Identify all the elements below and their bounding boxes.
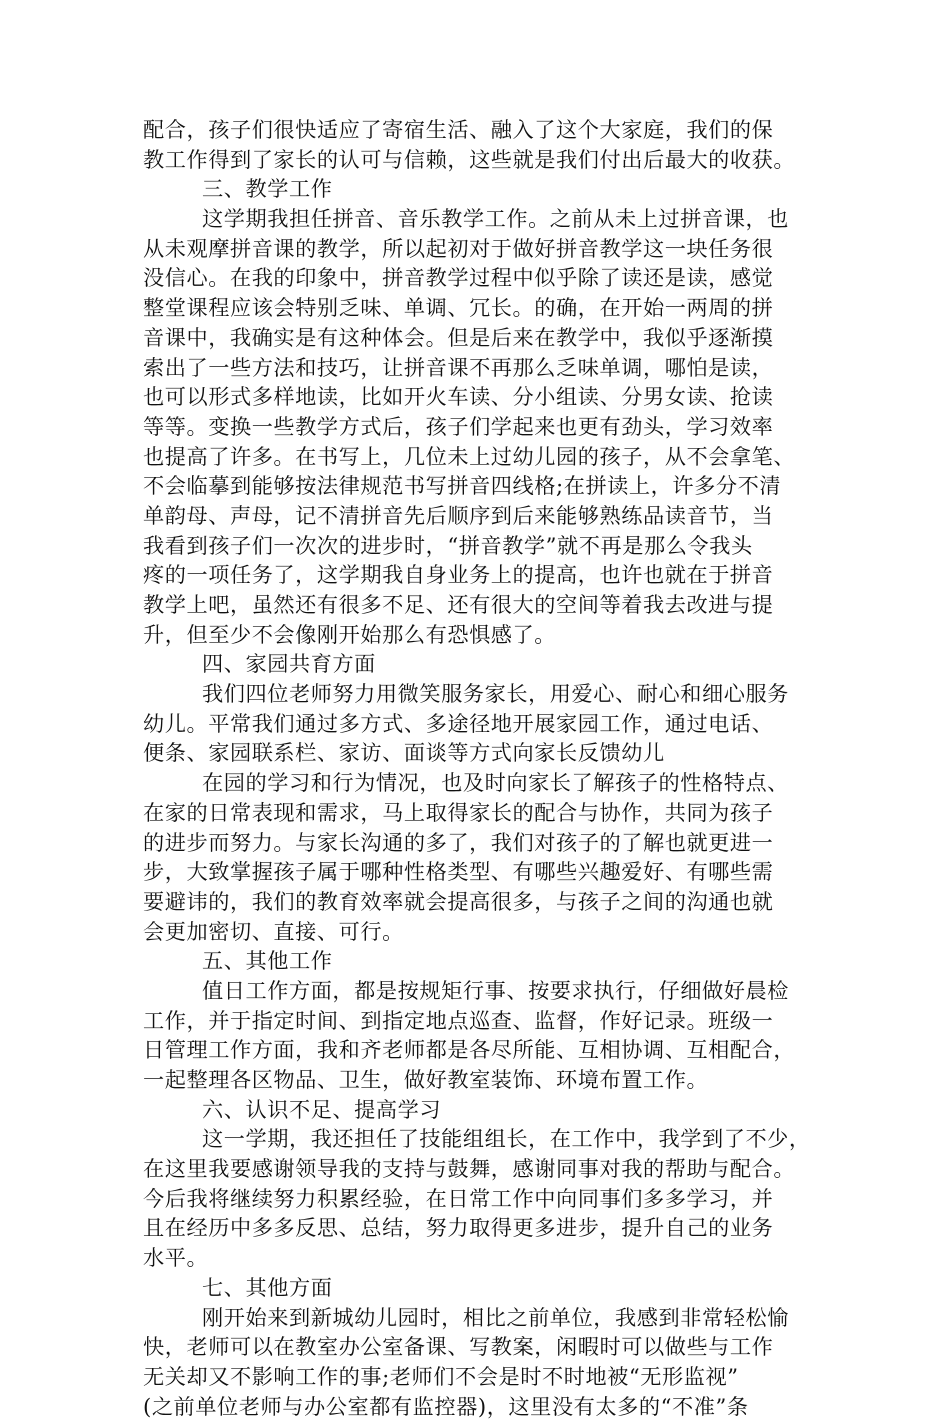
paragraph-line: 疼的一项任务了，这学期我自身业务上的提高，也许也就在于拼音	[143, 562, 774, 588]
paragraph-line-indented: 五、其他工作	[202, 948, 333, 974]
paragraph-line: 水平。	[143, 1245, 209, 1271]
paragraph-line-indented: 四、家园共育方面	[202, 651, 376, 677]
paragraph-line: (之前单位老师与办公室都有监控器)，这里没有太多的“不准”条	[143, 1393, 749, 1419]
paragraph-line: 也可以形式多样地读，比如开火车读、分小组读、分男女读、抢读	[143, 384, 774, 410]
paragraph-line: 工作，并于指定时间、到指定地点巡查、监督，作好记录。班级一	[143, 1007, 774, 1033]
paragraph-line: 的进步而努力。与家长沟通的多了，我们对孩子的了解也就更进一	[143, 829, 774, 855]
paragraph-line: 今后我将继续努力积累经验，在日常工作中向同事们多多学习，并	[143, 1185, 774, 1211]
paragraph-line: 升，但至少不会像刚开始那么有恐惧感了。	[143, 621, 557, 647]
paragraph-line: 且在经历中多多反思、总结，努力取得更多进步，提升自己的业务	[143, 1215, 774, 1241]
paragraph-line-indented: 我们四位老师努力用微笑服务家长，用爱心、耐心和细心服务	[202, 681, 789, 707]
paragraph-line-indented: 值日工作方面，都是按规矩行事、按要求执行，仔细做好晨检	[202, 977, 789, 1003]
paragraph-line: 索出了一些方法和技巧，让拼音课不再那么乏味单调，哪怕是读，	[143, 354, 774, 380]
paragraph-line: 从未观摩拼音课的教学，所以起初对于做好拼音教学这一块任务很	[143, 235, 774, 261]
paragraph-line-indented: 这学期我担任拼音、音乐教学工作。之前从未上过拼音课，也	[202, 206, 789, 232]
paragraph-line: 教工作得到了家长的认可与信赖，这些就是我们付出后最大的收获。	[143, 146, 796, 172]
paragraph-line-indented: 三、教学工作	[202, 176, 333, 202]
paragraph-line: 在这里我要感谢领导我的支持与鼓舞，感谢同事对我的帮助与配合。	[143, 1156, 796, 1182]
paragraph-line: 单韵母、声母，记不清拼音先后顺序到后来能够熟练品读音节，当	[143, 502, 774, 528]
paragraph-line-indented: 这一学期，我还担任了技能组组长，在工作中，我学到了不少，	[202, 1126, 811, 1152]
paragraph-line: 快，老师可以在教室办公室备课、写教案，闲暇时可以做些与工作	[143, 1334, 774, 1360]
paragraph-line: 等等。变换一些教学方式后，孩子们学起来也更有劲头，学习效率	[143, 413, 774, 439]
paragraph-line-indented: 七、其他方面	[202, 1274, 333, 1300]
paragraph-line: 一起整理各区物品、卫生，做好教室装饰、环境布置工作。	[143, 1067, 709, 1092]
paragraph-line: 会更加密切、直接、可行。	[143, 918, 404, 944]
paragraph-line: 整堂课程应该会特别乏味、单调、冗长。的确，在开始一两周的拼	[143, 295, 774, 321]
paragraph-line-indented: 在园的学习和行为情况，也及时向家长了解孩子的性格特点、	[202, 770, 789, 796]
paragraph-line-indented: 六、认识不足、提高学习	[202, 1096, 442, 1122]
paragraph-line: 要避讳的，我们的教育效率就会提高很多，与孩子之间的沟通也就	[143, 888, 774, 914]
paragraph-line: 教学上吧，虽然还有很多不足、还有很大的空间等着我去改进与提	[143, 592, 774, 617]
paragraph-line: 幼儿。平常我们通过多方式、多途径地开展家园工作，通过电话、	[143, 710, 774, 736]
paragraph-line: 在家的日常表现和需求，马上取得家长的配合与协作，共同为孩子	[143, 799, 774, 825]
paragraph-line: 无关却又不影响工作的事;老师们不会是时不时地被“无形监视”	[143, 1363, 739, 1389]
paragraph-line-indented: 刚开始来到新城幼儿园时，相比之前单位，我感到非常轻松愉	[202, 1304, 789, 1330]
paragraph-line: 配合，孩子们很快适应了寄宿生活、融入了这个大家庭，我们的保	[143, 117, 774, 142]
paragraph-line: 音课中，我确实是有这种体会。但是后来在教学中，我似乎逐渐摸	[143, 324, 774, 350]
paragraph-line: 我看到孩子们一次次的进步时，“拼音教学”就不再是那么令我头	[143, 532, 753, 558]
paragraph-line: 不会临摹到能够按法律规范书写拼音四线格;在拼读上，许多分不清	[143, 473, 782, 499]
paragraph-line: 也提高了许多。在书写上，几位未上过幼儿园的孩子，从不会拿笔、	[143, 443, 796, 469]
paragraph-line: 便条、家园联系栏、家访、面谈等方式向家长反馈幼儿	[143, 740, 665, 766]
paragraph-line: 日管理工作方面，我和齐老师都是各尽所能、互相协调、互相配合，	[143, 1037, 796, 1063]
paragraph-line: 步，大致掌握孩子属于哪种性格类型、有哪些兴趣爱好、有哪些需	[143, 859, 774, 885]
document-body	[143, 115, 823, 1421]
paragraph-line: 没信心。在我的印象中，拼音教学过程中似乎除了读还是读，感觉	[143, 265, 774, 291]
